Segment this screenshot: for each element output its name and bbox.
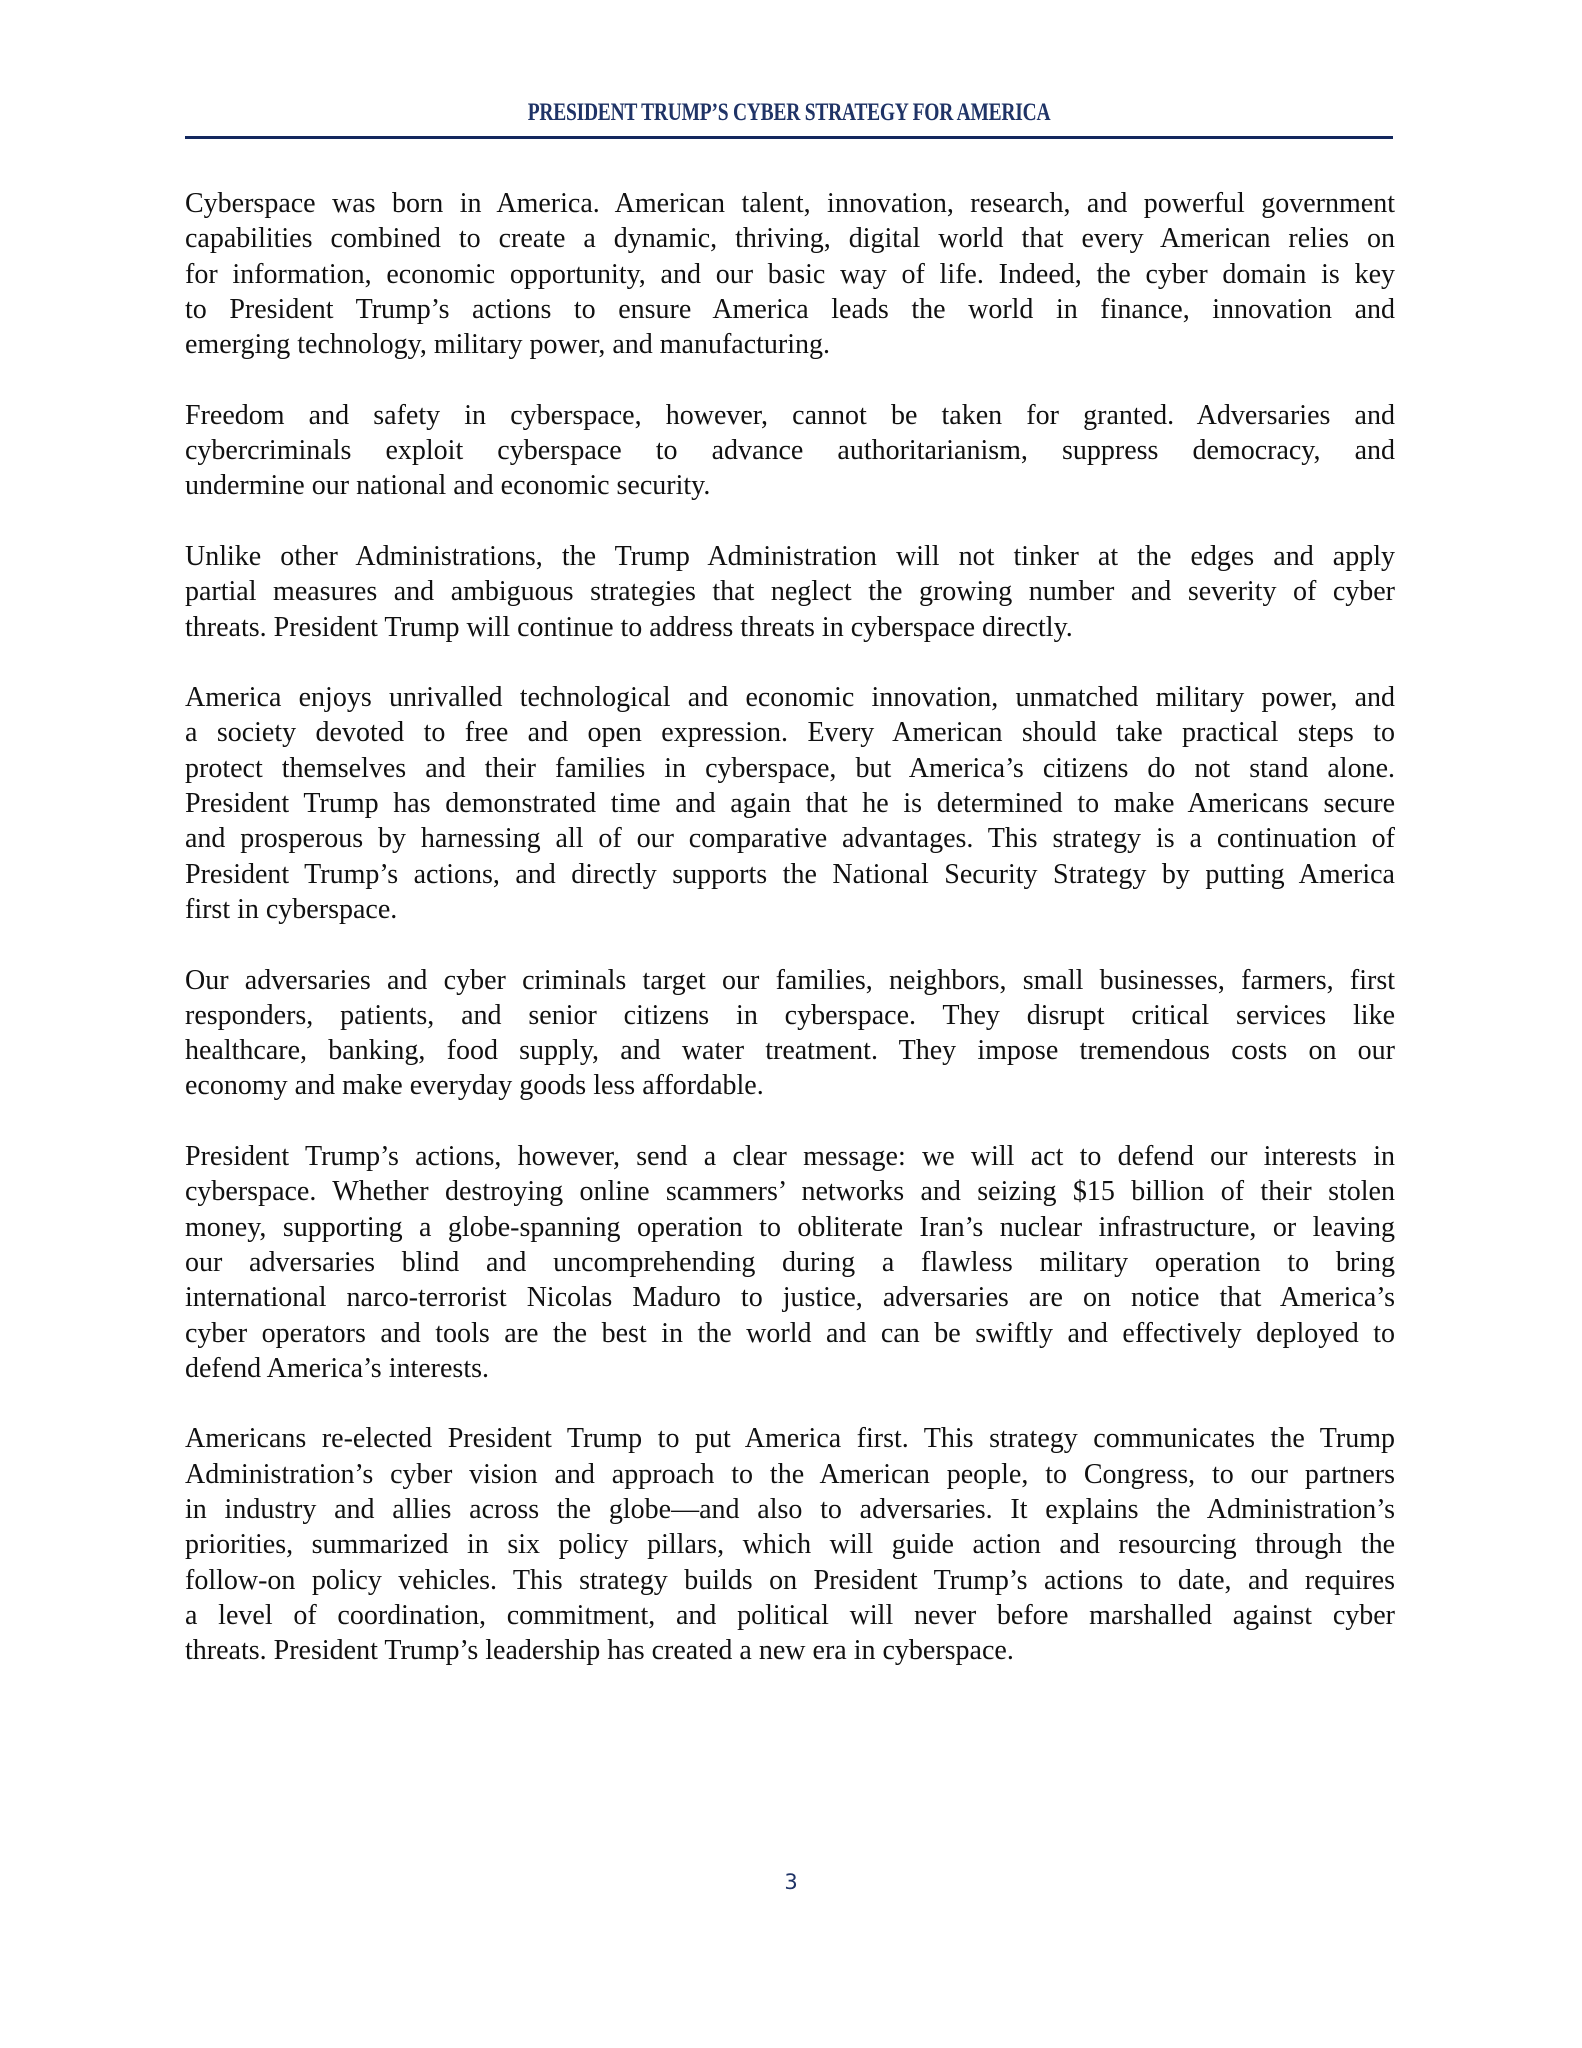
text-line: President Trump’s actions, and directly supports the National Security Strategy by putting America [185,858,1395,890]
text-line: economy and make everyday goods less affordable. [185,1070,764,1102]
text-line: a society devoted to free and open expression. Every American should take practical steps to [185,717,1395,749]
text-line: priorities, summarized in six policy pillars, which will guide action and resourcing through the [185,1529,1395,1561]
running-header-title: PRESIDENT TRUMP’S CYBER STRATEGY FOR AMERICA [527,99,1051,126]
text-line: our adversaries blind and uncomprehending during a flawless military operation to bring [185,1246,1395,1278]
text-line: follow-on policy vehicles. This strategy builds on President Trump’s actions to date, and requires [185,1564,1395,1596]
text-line: undermine our national and economic security. [185,470,711,502]
text-line: emerging technology, military power, and manufacturing. [185,329,831,361]
header-divider [185,136,1393,139]
text-line: for information, economic opportunity, and our basic way of life. Indeed, the cyber domain is key [185,258,1395,290]
paragraph-5 [185,963,1395,1104]
text-line: money, supporting a globe-spanning operation to obliterate Iran’s nuclear infrastructure, or leaving [185,1211,1395,1243]
text-line: Cyberspace was born in America. American talent, innovation, research, and powerful government [185,188,1395,219]
text-line: America enjoys unrivalled technological and economic innovation, unmatched military power, and [185,682,1395,714]
text-line: cyberspace. Whether destroying online scammers’ networks and seizing $15 billion of their stolen [185,1176,1395,1208]
text-line: to President Trump’s actions to ensure America leads the world in finance, innovation and [185,293,1395,325]
text-line: cyber operators and tools are the best in the world and can be swiftly and effectively deployed to [185,1317,1395,1349]
paragraph-2 [185,398,1395,504]
text-line: capabilities combined to create a dynamic, thriving, digital world that every American relies on [185,223,1395,255]
paragraph-1 [185,186,1395,362]
text-line: President Trump’s actions, however, send a clear message: we will act to defend our interests in [185,1141,1395,1173]
text-line: defend America’s interests. [185,1352,490,1384]
text-line: Unlike other Administrations, the Trump Administration will not tinker at the edges and apply [185,540,1395,572]
paragraph-4 [185,680,1395,927]
text-line: responders, patients, and senior citizens in cyberspace. They disrupt critical services like [185,999,1395,1031]
text-line: threats. President Trump will continue to address threats in cyberspace directly. [185,611,1073,643]
text-line: Freedom and safety in cyberspace, however, cannot be taken for granted. Adversaries and [185,399,1395,431]
text-line: Administration’s cyber vision and approach to the American people, to Congress, to our partners [185,1458,1395,1490]
text-line: international narco-terrorist Nicolas Maduro to justice, adversaries are on notice that America’s [185,1282,1395,1314]
text-line: threats. President Trump’s leadership has created a new era in cyberspace. [185,1635,1014,1667]
text-line: and prosperous by harnessing all of our comparative advantages. This strategy is a continuation of [185,823,1395,855]
text-line: partial measures and ambiguous strategies that neglect the growing number and severity of cyber [185,576,1395,608]
paragraph-3 [185,539,1395,645]
text-line: Our adversaries and cyber criminals target our families, neighbors, small businesses, farmers, first [185,964,1395,996]
paragraph-6 [185,1139,1395,1386]
text-line: in industry and allies across the globe—and also to adversaries. It explains the Administration’s [185,1493,1395,1525]
text-line: President Trump has demonstrated time and again that he is determined to make Americans secure [185,788,1395,820]
body-text [185,186,1395,1704]
text-line: first in cyberspace. [185,893,398,925]
page-number: 3 [784,1870,798,1894]
paragraph-7 [185,1421,1395,1668]
text-line: cybercriminals exploit cyberspace to advance authoritarianism, suppress democracy, and [185,435,1395,467]
text-line: Americans re-elected President Trump to put America first. This strategy communicates the Trump [185,1423,1395,1455]
text-line: healthcare, banking, food supply, and water treatment. They impose tremendous costs on our [185,1035,1395,1067]
text-line: protect themselves and their families in cyberspace, but America’s citizens do not stand alone. [185,752,1395,784]
text-line: a level of coordination, commitment, and political will never before marshalled against cyber [185,1599,1395,1631]
